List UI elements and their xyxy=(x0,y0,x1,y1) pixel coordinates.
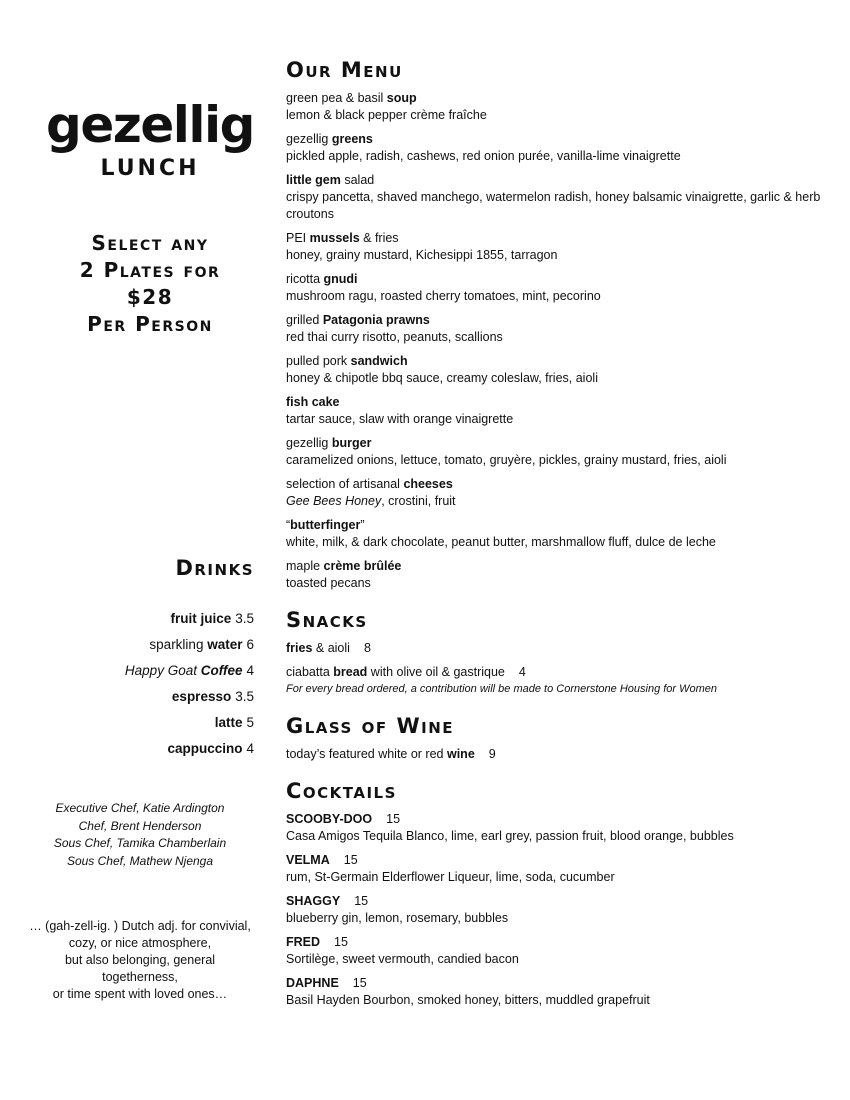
menu-item: gezellig burger caramelized onions, lettuce, tomato, gruyère, pickles, grainy mustard, fries, aioli xyxy=(286,436,727,467)
menu-item: ricotta gnudi mushroom ragu, roasted cherry tomatoes, mint, pecorino xyxy=(286,272,601,303)
chef-line: Sous Chef, Tamika Chamberlain xyxy=(53,836,227,850)
drink-item: latte 5 xyxy=(214,715,254,730)
cocktail-item: SCOOBY-DOO 15 Casa Amigos Tequila Blanco, lime, earl grey, passion fruit, blood orange, bubbles xyxy=(286,812,734,843)
menu-item: selection of artisanal cheeses Gee Bees Honey, crostini, fruit xyxy=(286,477,456,508)
promo-line: $28 xyxy=(126,285,174,309)
menu-item: fish cake tartar sauce, slaw with orange vinaigrette xyxy=(286,395,514,426)
definition-line: … (gah-zell-ig. ) Dutch adj. for convivial, xyxy=(29,919,251,933)
chef-line: Chef, Brent Henderson xyxy=(78,818,202,833)
menu-item: grilled Patagonia prawns red thai curry risotto, peanuts, scallions xyxy=(286,313,503,344)
definition-line: but also belonging, general xyxy=(64,953,216,967)
definition-line: cozy, or nice atmosphere, xyxy=(68,936,212,950)
definition-line: togetherness, xyxy=(102,970,178,984)
menu-title: Our Menu xyxy=(286,58,403,82)
bread-note: For every bread ordered, a contribution will be made to Cornerstone Housing for Women xyxy=(286,683,718,695)
menu-item: PEI mussels & fries honey, grainy mustard, Kichesippi 1855, tarragon xyxy=(286,231,558,262)
menu-item: “butterfinger” white, milk, & dark chocolate, peanut butter, marshmallow fluff, dulce de leche xyxy=(286,518,716,549)
menu-item: pulled pork sandwich honey & chipotle bbq sauce, creamy coleslaw, fries, aioli xyxy=(286,354,598,385)
chef-credits xyxy=(20,800,260,870)
drink-item: sparkling water 6 xyxy=(149,637,254,652)
promo-line: Select any xyxy=(91,231,209,255)
snack-item: fries & aioli 8 xyxy=(286,641,371,655)
brand xyxy=(40,98,260,181)
menu-item: green pea & basil soup lemon & black pepper crème fraîche xyxy=(286,91,487,122)
definition-line: or time spent with loved ones… xyxy=(52,987,228,1001)
drink-item: espresso 3.5 xyxy=(171,689,254,704)
snacks-title: Snacks xyxy=(286,608,368,632)
promo-offer xyxy=(40,230,260,338)
menu-item: gezellig greens pickled apple, radish, cashews, red onion purée, vanilla-lime vinaigrette xyxy=(286,132,681,163)
cocktail-item: FRED 15 Sortilège, sweet vermouth, candied bacon xyxy=(286,935,519,966)
brand-name: gezellig xyxy=(46,96,254,154)
wine-item: today’s featured white or red wine 9 xyxy=(286,747,496,761)
promo-line: 2 Plates for xyxy=(79,258,221,282)
menu-column xyxy=(286,56,826,1016)
drinks-list xyxy=(40,606,254,762)
drinks-title: Drinks xyxy=(175,556,254,580)
drink-item: fruit juice 3.5 xyxy=(170,611,254,626)
drink-item: cappuccino 4 xyxy=(167,741,254,756)
promo-line: Per Person xyxy=(87,312,213,336)
menu-item: little gem salad crispy pancetta, shaved manchego, watermelon radish, honey balsamic vinaigrette, garlic & herb croutons xyxy=(286,173,821,221)
cocktail-item: VELMA 15 rum, St-Germain Elderflower Liqueur, lime, soda, cucumber xyxy=(286,853,615,884)
chef-line: Sous Chef, Mathew Njenga xyxy=(66,853,214,868)
wine-title: Glass of Wine xyxy=(286,714,455,738)
chef-line: Executive Chef, Katie Ardington xyxy=(55,801,225,815)
menu-item: maple crème brûlée toasted pecans xyxy=(286,559,402,590)
snack-item: ciabatta bread with olive oil & gastrique 4 For every bread ordered, a contribution will be made to Cornerstone Housing for Women xyxy=(286,664,826,698)
gezellig-definition xyxy=(20,918,260,1003)
cocktails-title: Cocktails xyxy=(286,779,397,803)
cocktail-item: SHAGGY 15 blueberry gin, lemon, rosemary, bubbles xyxy=(286,894,509,925)
drink-item: Happy Goat Coffee 4 xyxy=(124,663,254,678)
brand-subtitle: LUNCH xyxy=(100,156,200,181)
cocktail-item: DAPHNE 15 Basil Hayden Bourbon, smoked honey, bitters, muddled grapefruit xyxy=(286,976,650,1007)
